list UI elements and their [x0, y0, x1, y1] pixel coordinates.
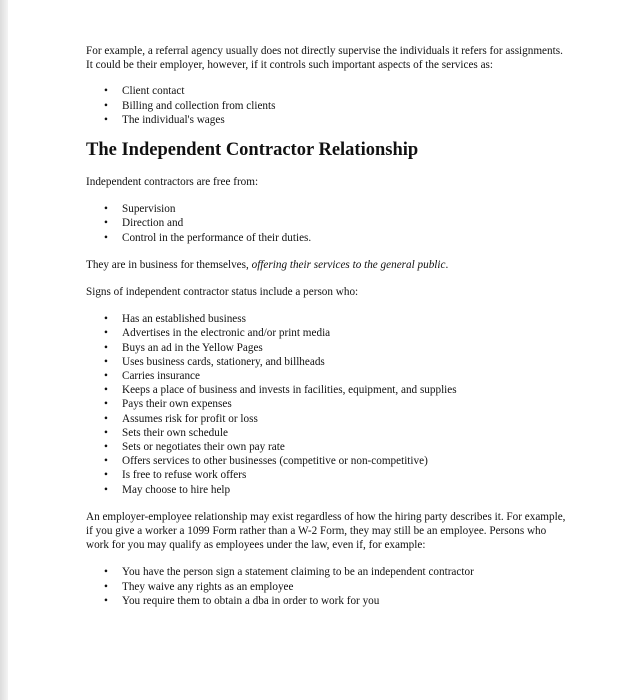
list-item: • Billing and collection from clients [86, 99, 570, 113]
business-sentence-emphasis: offering their services to the general public [251, 258, 446, 271]
business-sentence-text: They are in business for themselves, [86, 258, 252, 271]
list-item: • Client contact [86, 84, 570, 98]
list-item: • Sets their own schedule [86, 426, 570, 440]
employer-examples-list [86, 565, 570, 608]
list-item: • May choose to hire help [86, 483, 570, 497]
referral-aspects-list [86, 84, 570, 127]
list-item: • Offers services to other businesses (competitive or non-competitive) [86, 454, 570, 468]
employer-paragraph: An employer-employee relationship may exist regardless of how the hiring party describes it. For example, if you give a worker a 1099 Form rather than a W-2 Form, they may still be an employee. Persons who work for you may qualify as employees under the law, even if, for example: [86, 510, 566, 552]
section-heading: The Independent Contractor Relationship [86, 140, 419, 161]
list-item: • Buys an ad in the Yellow Pages [86, 341, 570, 355]
list-item: • You require them to obtain a dba in order to work for you [86, 594, 570, 608]
free-from-intro: Independent contractors are free from: [86, 176, 259, 189]
list-item: • You have the person sign a statement claiming to be an independent contractor [86, 565, 570, 579]
signs-list [86, 312, 570, 497]
list-item: • Pays their own expenses [86, 397, 570, 411]
list-item: • Has an established business [86, 312, 570, 326]
document-page [86, 44, 570, 621]
list-item: • Supervision [86, 202, 570, 216]
page-edge-shadow [0, 0, 8, 700]
list-item: • Advertises in the electronic and/or print media [86, 326, 570, 340]
intro-paragraph: For example, a referral agency usually does not directly supervise the individuals it refers for assignments. It could be their employer, however, if it controls such important aspects of the services as: [86, 45, 563, 72]
list-item: • They waive any rights as an employee [86, 580, 570, 594]
list-item: • Control in the performance of their duties. [86, 231, 570, 245]
free-from-list [86, 202, 570, 245]
signs-intro: Signs of independent contractor status include a person who: [86, 286, 359, 299]
list-item: • Assumes risk for profit or loss [86, 412, 570, 426]
list-item: • Uses business cards, stationery, and billheads [86, 355, 570, 369]
list-item: • Carries insurance [86, 369, 570, 383]
business-sentence [86, 258, 570, 272]
business-sentence-end: . [445, 258, 449, 271]
list-item: • Keeps a place of business and invests in facilities, equipment, and supplies [86, 383, 570, 397]
list-item: • Direction and [86, 216, 570, 230]
list-item: • The individual's wages [86, 113, 570, 127]
list-item: • Is free to refuse work offers [86, 468, 570, 482]
list-item: • Sets or negotiates their own pay rate [86, 440, 570, 454]
